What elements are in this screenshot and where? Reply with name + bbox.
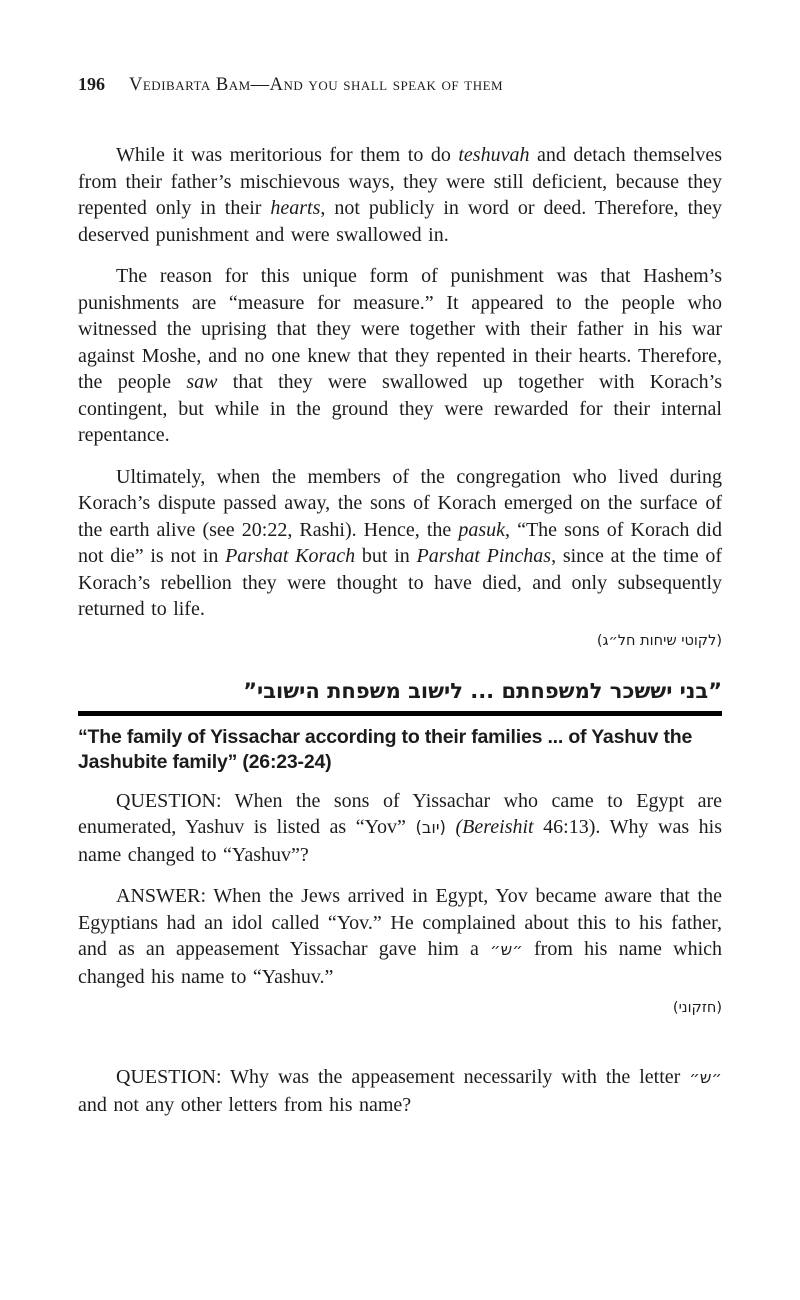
- page-number: 196: [78, 74, 105, 94]
- text-segment: and not any other letters from his name?: [78, 1093, 412, 1116]
- text-segment: , not publicly in word or deed. Therefore, they deserved punishment and were swallowed in.: [78, 197, 722, 246]
- text-segment: Parshat Pinchas: [416, 545, 552, 567]
- paragraph-answer-yov: [78, 883, 722, 990]
- text-segment: Ultimately, when the members of the congregation who lived during Korach’s dispute passed away, the sons of Korach emerged on the surface of the earth alive (see 20:22, Rashi). Hence, the: [78, 465, 722, 541]
- text-segment: and detach themselves from their father’s mischievous ways, they were still deficient, because they repented only in their: [78, 144, 722, 219]
- source-citation-likkutei-sichot: (לקוטי שיחות חל״ג): [596, 632, 722, 649]
- text-segment: saw: [186, 371, 218, 393]
- section-heading-english: “The family of Yissachar according to their families ... of Yashuv the Jashubite family” (26:23-24): [78, 725, 693, 773]
- text-segment: teshuvah: [458, 144, 530, 166]
- paragraph-sons-of-korach: [78, 464, 722, 623]
- text-segment: The reason for this unique form of punishment was that Hashem’s punishments are “measure for measure.” It appeared to the people who witnessed the uprising that they were together with their father in his war against Moshe, and no one knew that they repented in their hearts. Therefore, the people: [78, 265, 722, 393]
- paragraph-question-shin: [78, 1064, 722, 1118]
- text-segment: ״ש״: [689, 1068, 722, 1088]
- text-segment: , “The sons of Korach did not die” is not in: [78, 518, 722, 567]
- text-segment: from his name which changed his name to “Yashuv.”: [78, 938, 722, 988]
- text-segment: but in: [355, 545, 417, 567]
- text-segment: hearts: [270, 197, 321, 219]
- text-segment: QUESTION: Why was the appeasement necessarily with the letter: [116, 1066, 690, 1089]
- text-segment: (יוב): [415, 818, 446, 838]
- text-segment: , since at the time of Korach’s rebellion they were thought to have died, and only subsequently returned to life.: [78, 545, 722, 620]
- text-segment: pasuk: [458, 518, 506, 541]
- text-segment: While it was meritorious for them to do: [116, 144, 459, 166]
- page-header: [78, 74, 722, 96]
- text-segment: QUESTION: When the sons of Yissachar who came to Egypt are enumerated, Yashuv is listed as “Yov”: [78, 789, 722, 839]
- text-segment: that they were swallowed up together with Korach’s contingent, but while in the ground they were rewarded for their internal repentance.: [78, 371, 722, 446]
- text-segment: Parshat Korach: [225, 545, 356, 567]
- source-citation-chizkuni: (חזקוני): [672, 1000, 722, 1017]
- paragraph-question-yov: [78, 788, 722, 869]
- paragraph-measure-for-measure: [78, 263, 722, 449]
- text-segment: 46:13). Why was his name changed to “Yashuv”?: [78, 816, 723, 866]
- section-heading-hebrew: ”בני יששכר למשפחתם ... לישוב משפחת הישובי”: [243, 678, 722, 703]
- book-title: Vedibarta Bam—And you shall speak of them: [129, 75, 504, 95]
- paragraph-teshuvah: [78, 142, 722, 248]
- heading-divider-rule: [78, 711, 722, 716]
- text-segment: (Bereishit: [455, 816, 534, 839]
- text-segment: ANSWER: When the Jews arrived in Egypt, Yov became aware that the Egyptians had an idol called “Yov.” He complained about this to his father, and as an appeasement Yissachar gave him a: [78, 885, 722, 961]
- text-segment: ״ש״: [490, 940, 523, 960]
